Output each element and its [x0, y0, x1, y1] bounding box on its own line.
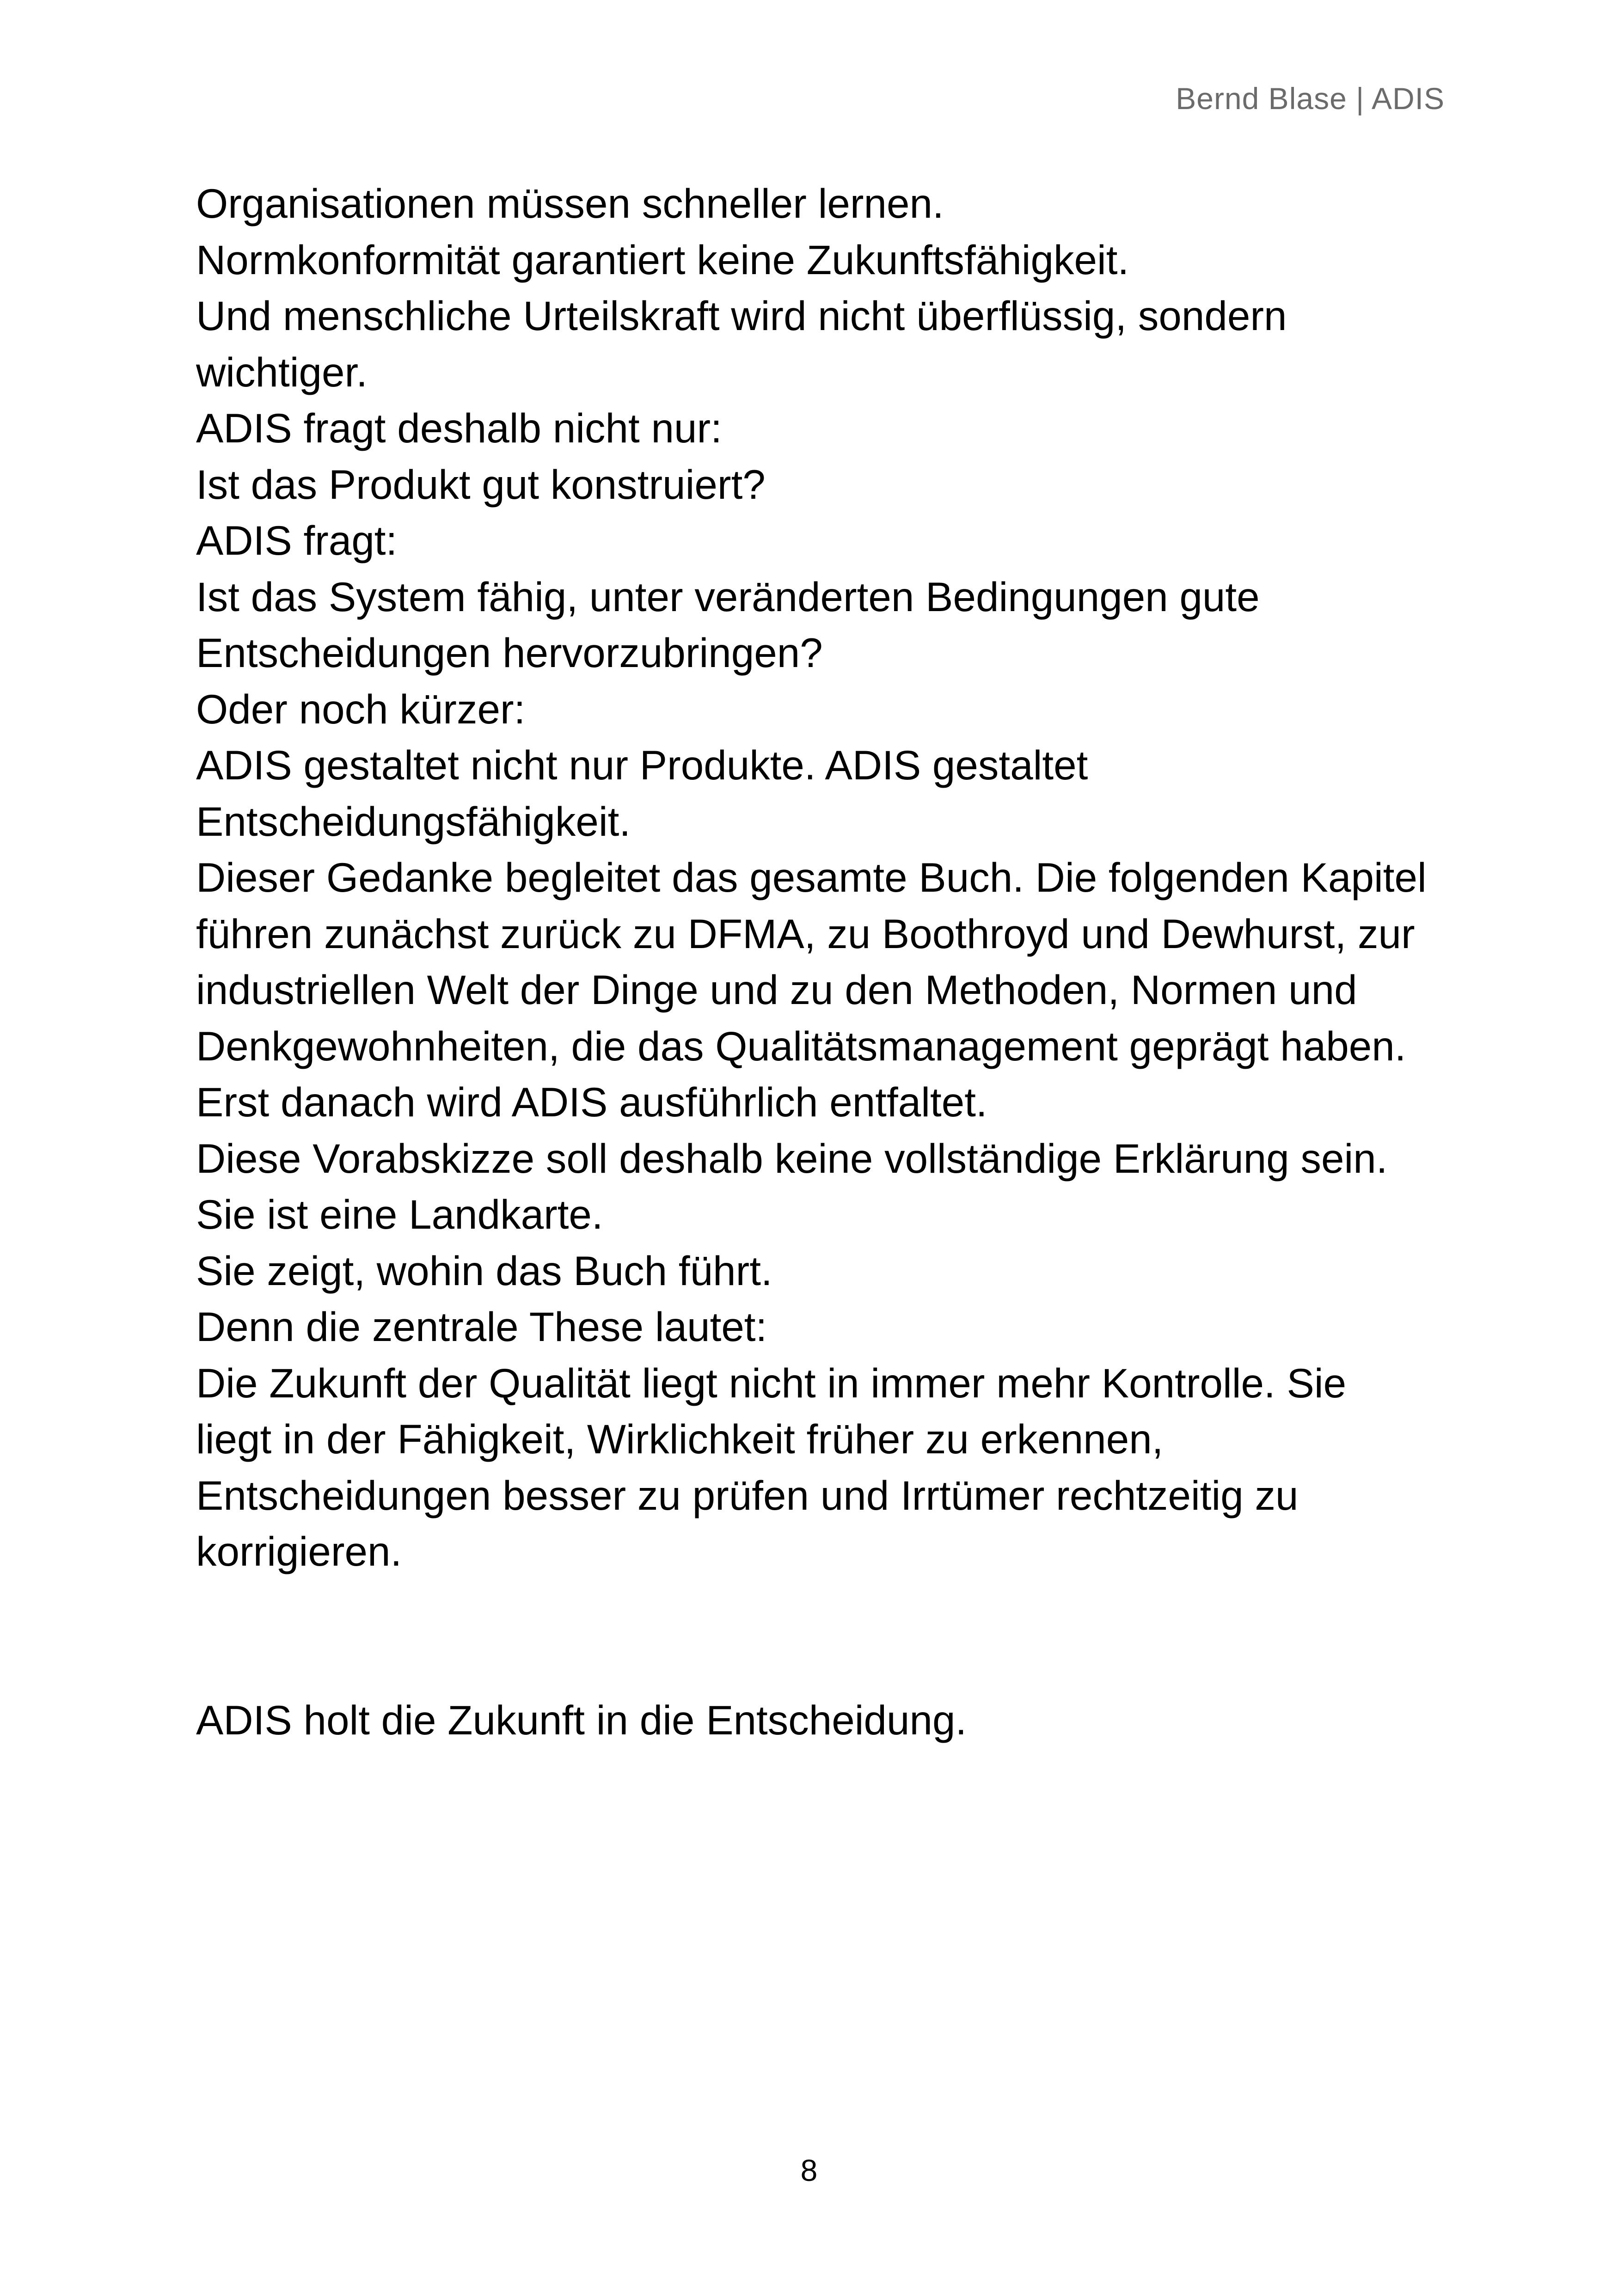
text-line: ADIS fragt: — [196, 517, 398, 563]
text-line: liegt in der Fähigkeit, Wirklichkeit früher zu erkennen, — [196, 1416, 1164, 1462]
text-line: Und menschliche Urteilskraft wird nicht überflüssig, sondern — [196, 293, 1287, 339]
text-line: Denn die zentrale These lautet: — [196, 1304, 767, 1350]
text-line: korrigieren. — [196, 1528, 402, 1574]
page-number: 8 — [800, 2153, 818, 2187]
text-line: Erst danach wird ADIS ausführlich entfaltet. — [196, 1079, 987, 1125]
closing-line: ADIS holt die Zukunft in die Entscheidung. — [196, 1696, 967, 1743]
text-line: Diese Vorabskizze soll deshalb keine vollständige Erklärung sein. — [196, 1135, 1388, 1182]
text-line: Entscheidungen besser zu prüfen und Irrtümer rechtzeitig zu — [196, 1472, 1299, 1518]
body-text — [196, 176, 1472, 1748]
text-line: Dieser Gedanke begleitet das gesamte Buch. Die folgenden Kapitel — [196, 854, 1427, 900]
text-line: Normkonformität garantiert keine Zukunftsfähigkeit. — [196, 236, 1129, 283]
text-line: Entscheidungen hervorzubringen? — [196, 630, 823, 676]
text-line: führen zunächst zurück zu DFMA, zu Boothroyd und Dewhurst, zur — [196, 910, 1415, 957]
text-line: Organisationen müssen schneller lernen. — [196, 180, 944, 227]
text-line: Entscheidungsfähigkeit. — [196, 798, 631, 845]
running-header: Bernd Blase | ADIS — [1176, 81, 1445, 116]
text-line: Sie zeigt, wohin das Buch führt. — [196, 1247, 772, 1294]
text-line: ADIS fragt deshalb nicht nur: — [196, 405, 722, 451]
text-line: Denkgewohnheiten, die das Qualitätsmanagement geprägt haben. — [196, 1022, 1406, 1069]
text-line: Die Zukunft der Qualität liegt nicht in immer mehr Kontrolle. Sie — [196, 1359, 1347, 1406]
text-line: Sie ist eine Landkarte. — [196, 1191, 603, 1237]
text-line: Oder noch kürzer: — [196, 686, 526, 732]
text-line: Ist das System fähig, unter veränderten Bedingungen gute — [196, 573, 1260, 620]
text-line: Ist das Produkt gut konstruiert? — [196, 461, 766, 508]
paragraph-gap — [196, 1580, 1472, 1692]
text-line: industriellen Welt der Dinge und zu den Methoden, Normen und — [196, 967, 1357, 1013]
text-line: wichtiger. — [196, 349, 368, 395]
text-line: ADIS gestaltet nicht nur Produkte. ADIS gestaltet — [196, 742, 1088, 788]
